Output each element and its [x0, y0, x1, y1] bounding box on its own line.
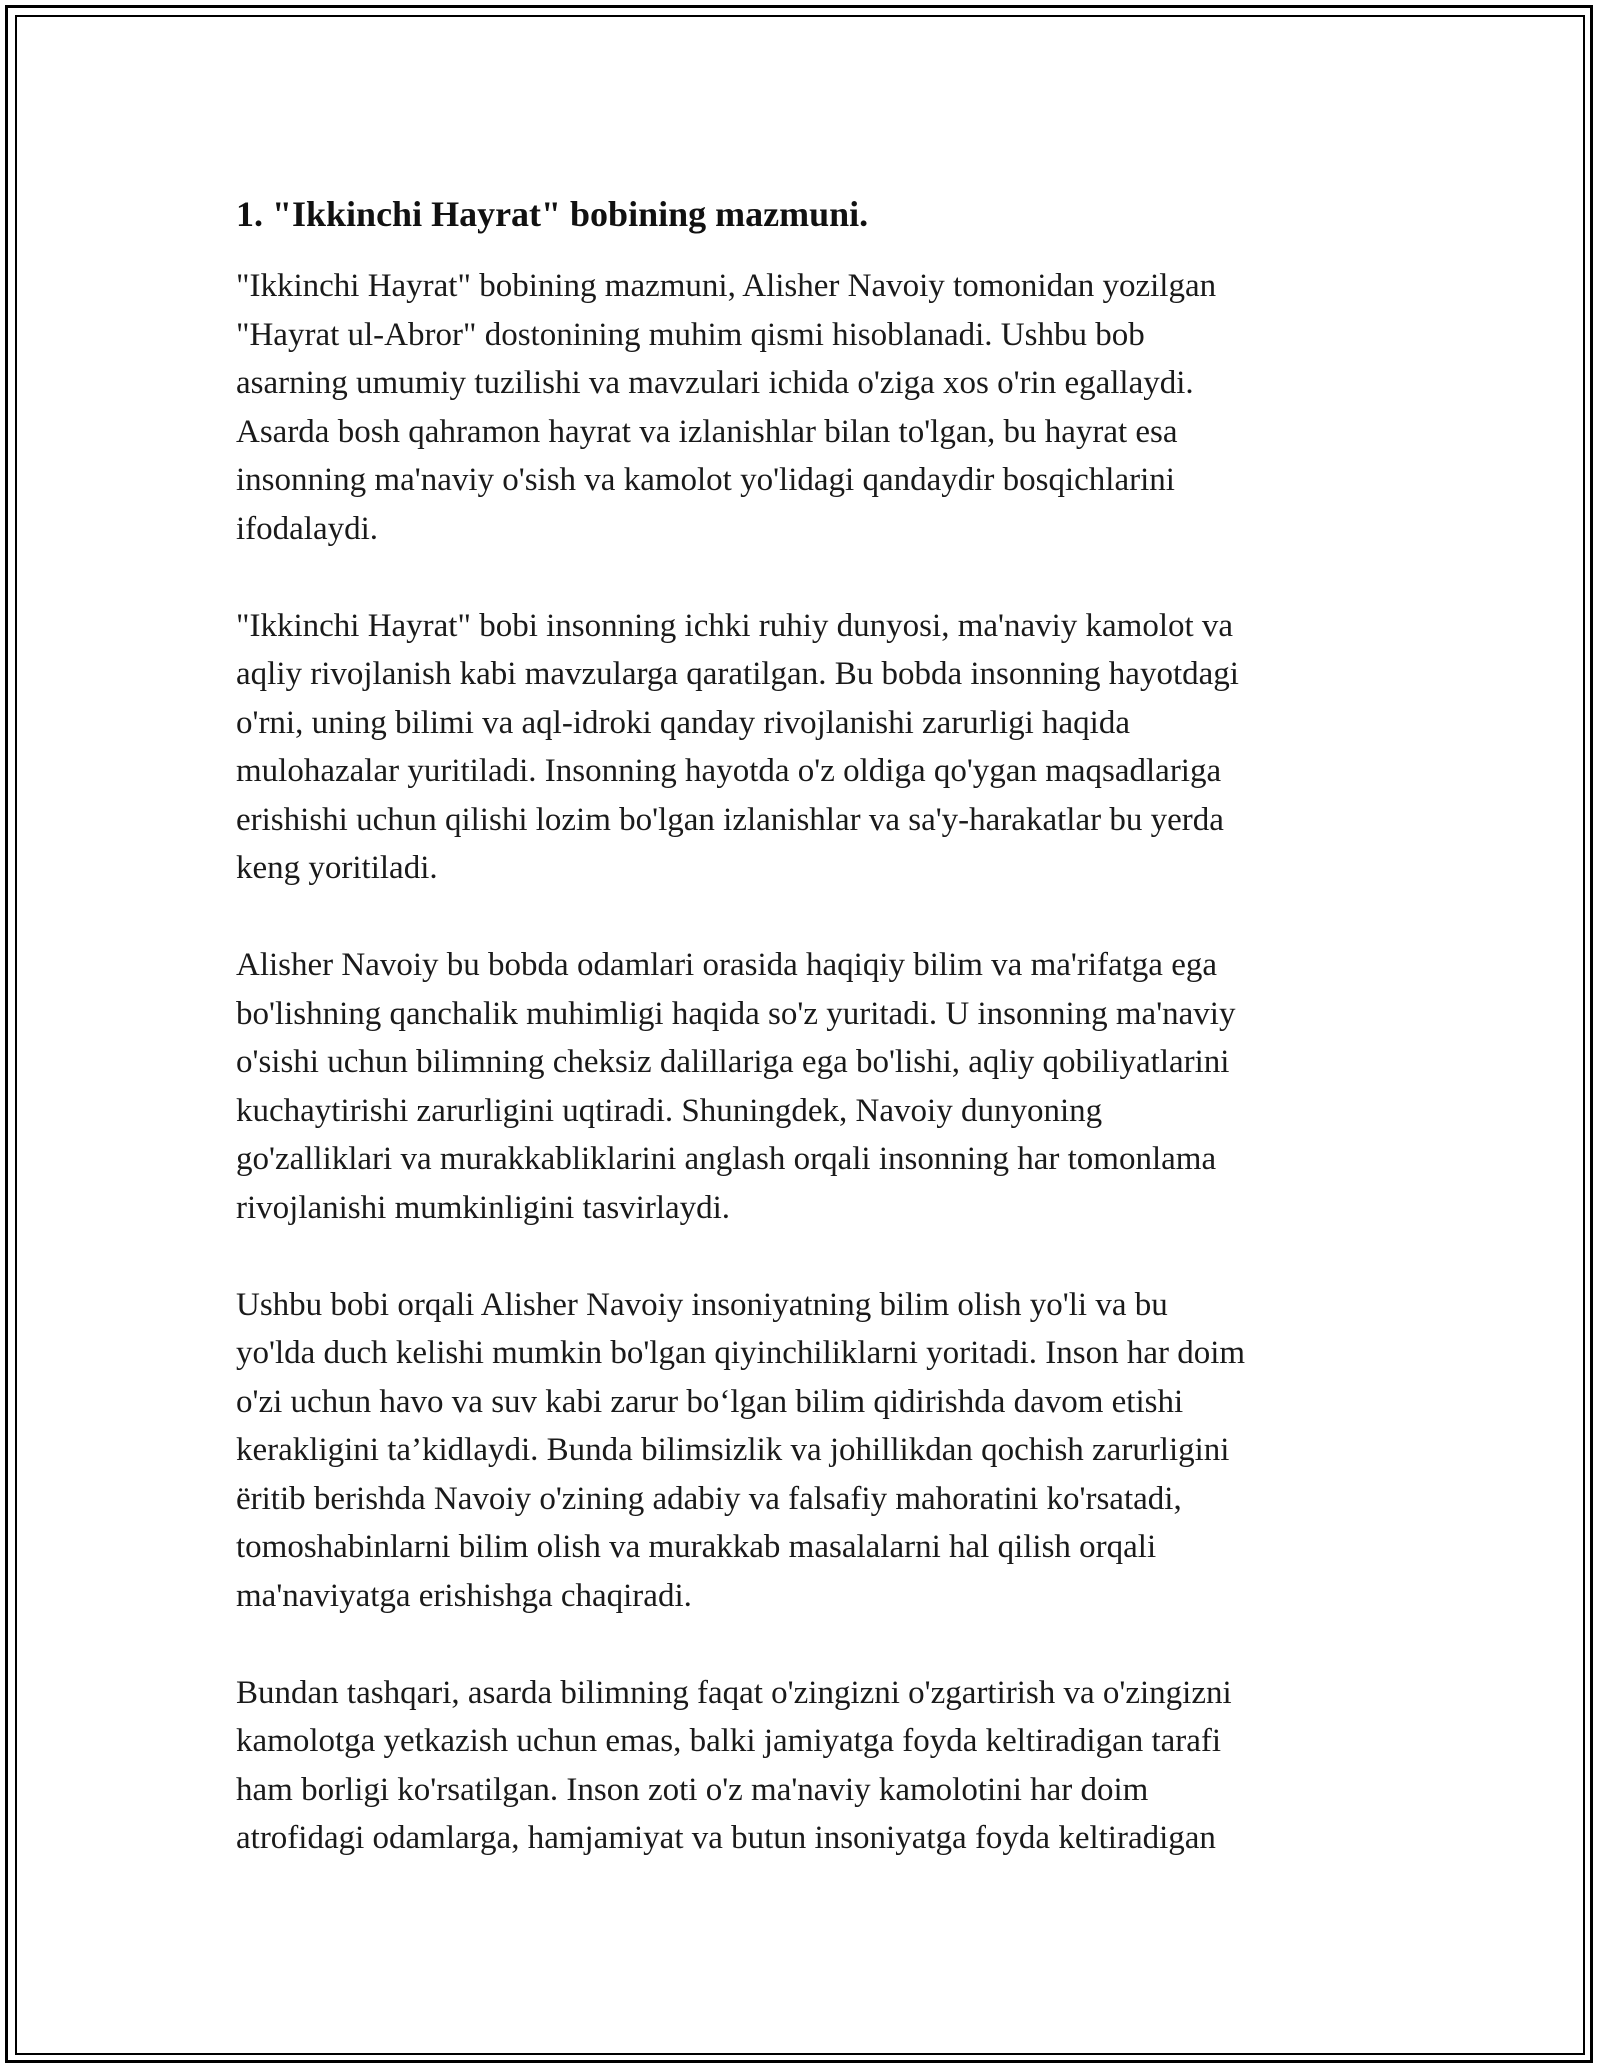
text-line: o'zi uchun havo va suv kabi zarur bo‘lgan bilim qidirishda davom etishi	[236, 1383, 1184, 1420]
paragraph-3	[236, 941, 1386, 1232]
paragraph-5	[236, 1669, 1386, 1863]
text-line: kamolotga yetkazish uchun emas, balki jamiyatga foyda keltiradigan tarafi	[236, 1723, 1222, 1759]
text-line: mulohazalar yuritiladi. Insonning hayotda o'z oldiga qo'ygan maqsadlariga	[236, 753, 1222, 789]
text-line: o'rni, uning bilimi va aql-idroki qanday rivojlanishi zarurligi haqida	[236, 704, 1130, 741]
text-line: keng yoritiladi.	[236, 850, 438, 886]
section-heading: 1. "Ikkinchi Hayrat" bobining mazmuni.	[236, 194, 869, 234]
text-line: asarning umumiy tuzilishi va mavzulari ichida o'ziga xos o'rin egallaydi.	[236, 365, 1194, 401]
paragraph-4	[236, 1281, 1386, 1621]
text-line: Bundan tashqari, asarda bilimning faqat o'zingizni o'zgartirish va o'zingizni	[236, 1674, 1232, 1711]
text-line: erishishi uchun qilishi lozim bo'lgan izlanishlar va sa'y-harakatlar bu yerda	[236, 801, 1224, 838]
text-line: ëritib berishda Navoiy o'zining adabiy va falsafiy mahoratini ko'rsatadi,	[236, 1480, 1182, 1517]
text-line: kerakligini ta’kidlaydi. Bunda bilimsizlik va johillikdan qochish zarurligini	[236, 1432, 1230, 1468]
text-line: kuchaytirishi zarurligini uqtiradi. Shuningdek, Navoiy dunyoning	[236, 1092, 1103, 1129]
text-line: tomoshabinlarni bilim olish va murakkab masalalarni hal qilish orqali	[236, 1529, 1157, 1565]
paragraph-1	[236, 262, 1386, 553]
text-line: ham borligi ko'rsatilgan. Inson zoti o'z ma'naviy kamolotini har doim	[236, 1771, 1149, 1808]
text-line: atrofidagi odamlarga, hamjamiyat va butun insoniyatga foyda keltiradigan	[236, 1820, 1216, 1856]
text-line: yo'lda duch kelishi mumkin bo'lgan qiyinchiliklarni yoritadi. Inson har doim	[236, 1335, 1246, 1371]
document-body	[236, 188, 1386, 1911]
text-line: go'zalliklari va murakkabliklarini anglash orqali insonning har tomonlama	[236, 1141, 1217, 1177]
paragraph-2	[236, 602, 1386, 893]
text-line: "Ikkinchi Hayrat" bobining mazmuni, Alisher Navoiy tomonidan yozilgan	[236, 268, 1217, 304]
text-line: Alisher Navoiy bu bobda odamlari orasida haqiqiy bilim va ma'rifatga ega	[236, 947, 1217, 983]
text-line: "Hayrat ul-Abror" dostonining muhim qismi hisoblanadi. Ushbu bob	[236, 316, 1145, 353]
text-line: o'sishi uchun bilimning cheksiz dalillariga ega bo'lishi, aqliy qobiliyatlarini	[236, 1044, 1230, 1080]
text-line: bo'lishning qanchalik muhimligi haqida so'z yuritadi. U insonning ma'naviy	[236, 995, 1236, 1032]
text-line: ma'naviyatga erishishga chaqiradi.	[236, 1577, 692, 1614]
text-line: "Ikkinchi Hayrat" bobi insonning ichki ruhiy dunyosi, ma'naviy kamolot va	[236, 607, 1234, 644]
text-line: aqliy rivojlanish kabi mavzularga qaratilgan. Bu bobda insonning hayotdagi	[236, 656, 1239, 692]
text-line: Asarda bosh qahramon hayrat va izlanishlar bilan to'lgan, bu hayrat esa	[236, 413, 1178, 450]
text-line: ifodalaydi.	[236, 510, 379, 547]
text-line: Ushbu bobi orqali Alisher Navoiy insoniyatning bilim olish yo'li va bu	[236, 1286, 1168, 1323]
text-line: insonning ma'naviy o'sish va kamolot yo'lidagi qandaydir bosqichlarini	[236, 462, 1175, 498]
text-line: rivojlanishi mumkinligini tasvirlaydi.	[236, 1189, 731, 1226]
